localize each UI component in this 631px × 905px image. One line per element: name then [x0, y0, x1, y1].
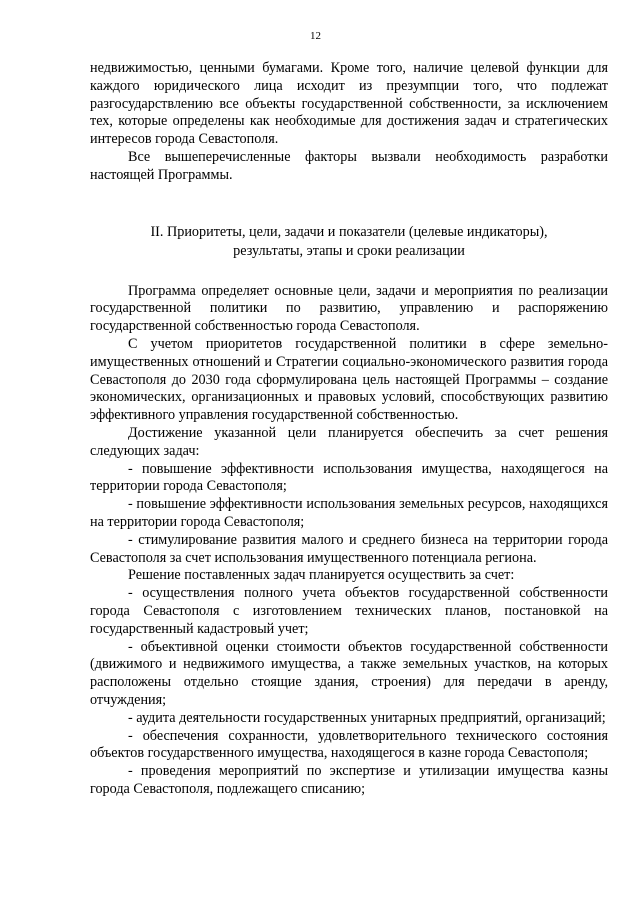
section-paragraph: С учетом приоритетов государственной политики в сфере земельно-имущественных отношений и Стратегии социально-экономического развития города Севастополя до 2030 года сформулирована цель настоящей Программы – создание экономических, организационных и правовых условий, способствующих развитию эффективного управления государственной собственностью. — [90, 335, 608, 424]
spacer — [90, 185, 608, 223]
measure-list-item: - объективной оценки стоимости объектов государственной собственности (движимого и недвижимого имущества, а также земельных участков, на которых расположены отдельно стоящие здания, строения) для передачи в аренду, отчуждения; — [90, 638, 608, 708]
section-heading-line-1: II. Приоритеты, цели, задачи и показатели (целевые индикаторы), — [150, 223, 548, 240]
section-paragraph: Программа определяет основные цели, задачи и мероприятия по реализации государственной политики по развитию, управлению и распоряжению государственной собственностью города Севастополя. — [90, 282, 608, 335]
page-number: 12 — [310, 30, 321, 42]
measure-list-item: - обеспечения сохранности, удовлетворительного технического состояния объектов государственного имущества, находящегося в казне города Севастополя; — [90, 727, 608, 762]
document-body — [90, 60, 608, 799]
measure-list-item: - аудита деятельности государственных унитарных предприятий, организаций; — [128, 709, 606, 726]
section-paragraph: Достижение указанной цели планируется обеспечить за счет решения следующих задач: — [90, 424, 608, 459]
spacer — [90, 261, 608, 283]
intro-paragraph: Все вышеперечисленные факторы вызвали необходимость разработки настоящей Программы. — [90, 148, 608, 183]
task-list-item: - стимулирование развития малого и среднего бизнеса на территории города Севастополя за счет использования имущественного потенциала региона. — [90, 531, 608, 566]
measure-list-item: - проведения мероприятий по экспертизе и утилизации имущества казны города Севастополя, подлежащего списанию; — [90, 763, 608, 797]
intro-paragraph: недвижимостью, ценными бумагами. Кроме того, наличие целевой функции для каждого юридического лица исходит из презумпции того, что подлежат разгосударствлению все объекты государственной собственности, за исключением тех, которые определены как необходимые для достижения задач и стратегических интересов города Севастополя. — [90, 60, 608, 148]
measure-list-item: - осуществления полного учета объектов государственной собственности города Севастополя с изготовлением технических планов, постановкой на государственный кадастровый учет; — [90, 585, 608, 637]
section-heading-line-2: результаты, этапы и сроки реализации — [233, 242, 465, 259]
section-paragraph: Решение поставленных задач планируется осуществить за счет: — [128, 567, 515, 584]
task-list-item: - повышение эффективности использования земельных ресурсов, находящихся на территории города Севастополя; — [90, 496, 608, 530]
task-list-item: - повышение эффективности использования имущества, находящегося на территории города Севастополя; — [90, 460, 608, 495]
